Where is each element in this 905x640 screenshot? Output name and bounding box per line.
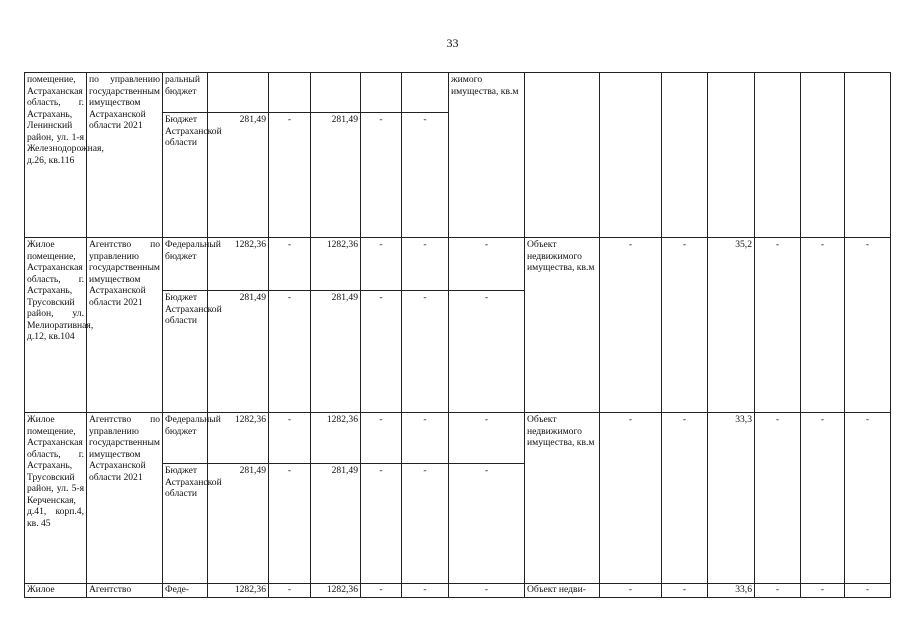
total-cell: 1282,36	[311, 238, 361, 291]
value-cell: -	[449, 584, 525, 598]
value-cell: -	[755, 584, 801, 598]
value-cell: -	[845, 238, 891, 413]
value-cell: -	[361, 291, 402, 413]
funding-source-cell: Федеральный бюджет	[163, 413, 208, 464]
object-cell: помещение, Астраханская область, г. Астрахань, Ленинский район, ул. 1-я Железнодорожная, д.26, кв.116	[25, 73, 87, 238]
value-cell: -	[662, 584, 708, 598]
total-cell: 1282,36	[311, 584, 361, 598]
value-cell: -	[402, 238, 449, 291]
object-cell: Жилое помещение, Астраханская область, г. Астрахань, Трусовский район, ул. 5-я Керченская, д.41, корп.4, кв. 45	[25, 413, 87, 584]
value-cell: -	[269, 464, 311, 584]
value-cell: -	[361, 464, 402, 584]
value-cell: -	[269, 113, 311, 238]
value-cell: -	[801, 238, 845, 413]
table-row	[25, 238, 891, 291]
value-cell: -	[269, 413, 311, 464]
value-cell: -	[361, 413, 402, 464]
amount-cell: 281,49	[208, 113, 269, 238]
value-cell: -	[755, 238, 801, 413]
value-cell: -	[402, 291, 449, 413]
value-cell: -	[845, 584, 891, 598]
funding-source-cell: Бюджет Астраханской области	[163, 113, 208, 238]
agency-cell: по управлению государственным имуществом Астраханской области 2021	[87, 73, 163, 238]
value-cell: -	[402, 464, 449, 584]
value-cell: -	[662, 238, 708, 413]
value-cell: -	[600, 238, 662, 413]
value-cell: -	[600, 413, 662, 584]
value-cell: -	[662, 413, 708, 584]
object-type-cell: Объект недвижимого имущества, кв.м	[525, 413, 600, 584]
value-cell: -	[801, 584, 845, 598]
value-cell: -	[801, 413, 845, 584]
object-cell: Жилое	[25, 584, 87, 598]
value-cell: -	[402, 584, 449, 598]
value-cell: -	[269, 238, 311, 291]
amount-cell: 1282,36	[208, 238, 269, 291]
table-row	[25, 73, 891, 113]
page-number: 33	[446, 36, 459, 50]
object-type-cell: Объект недвижимого имущества, кв.м	[525, 238, 600, 413]
table-row	[25, 584, 891, 598]
amount-cell: 281,49	[208, 464, 269, 584]
budget-table	[24, 72, 891, 598]
object-type-cell: жимого имущества, кв.м	[449, 73, 525, 238]
funding-source-cell: Феде-	[163, 584, 208, 598]
amount-cell: 1282,36	[208, 413, 269, 464]
total-cell: 281,49	[311, 464, 361, 584]
value-cell: -	[845, 413, 891, 584]
agency-cell: Агентство	[87, 584, 163, 598]
agency-cell: Агентство по управлению государственным имуществом Астраханской области 2021	[87, 413, 163, 584]
object-type-cell: Объект недви-	[525, 584, 600, 598]
value-cell: -	[449, 413, 525, 464]
amount-cell: 281,49	[208, 291, 269, 413]
value-cell: -	[361, 113, 402, 238]
funding-source-cell: Бюджет Астраханской области	[163, 291, 208, 413]
value-cell: -	[449, 291, 525, 413]
total-cell: 281,49	[311, 291, 361, 413]
total-cell: 281,49	[311, 113, 361, 238]
agency-cell: Агентство по управлению государственным имуществом Астраханской области 2021	[87, 238, 163, 413]
value-cell: -	[361, 584, 402, 598]
value-cell: -	[402, 413, 449, 464]
value-cell: -	[402, 113, 449, 238]
value-cell: -	[269, 584, 311, 598]
value-cell: -	[600, 584, 662, 598]
value-cell: -	[755, 413, 801, 584]
value-cell: -	[269, 291, 311, 413]
funding-source-cell: ральный бюджет	[163, 73, 208, 113]
area-cell: 33,6	[708, 584, 755, 598]
funding-source-cell: Федеральный бюджет	[163, 238, 208, 291]
value-cell: -	[449, 464, 525, 584]
object-cell: Жилое помещение, Астраханская область, г. Астрахань, Трусовский район, ул. Мелиоративная, д.12, кв.104	[25, 238, 87, 413]
amount-cell: 1282,36	[208, 584, 269, 598]
value-cell: -	[449, 238, 525, 291]
value-cell: -	[361, 238, 402, 291]
funding-source-cell: Бюджет Астраханской области	[163, 464, 208, 584]
table-row	[25, 413, 891, 464]
area-cell: 35,2	[708, 238, 755, 413]
total-cell: 1282,36	[311, 413, 361, 464]
area-cell: 33,3	[708, 413, 755, 584]
